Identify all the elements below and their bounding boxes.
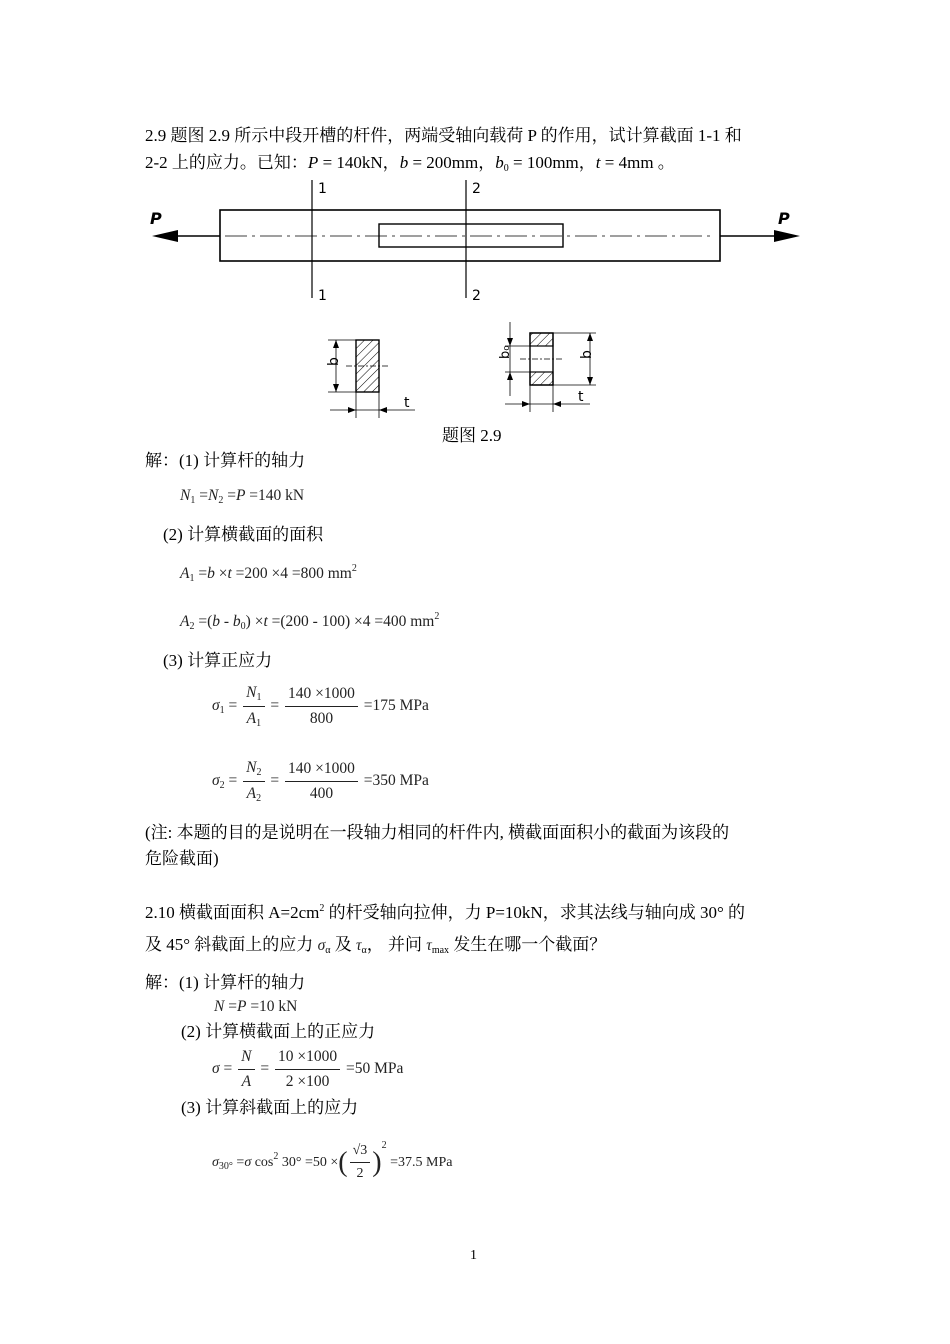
- step-2-normal-stress: (2) 计算横截面上的正应力: [181, 1022, 376, 1041]
- given-b0-val: = 100mm，: [508, 153, 596, 172]
- note-line-2: 危险截面): [145, 849, 219, 868]
- cs2-top-hatch: [530, 333, 553, 346]
- problem-2-9-line-1: 2.9 题图 2.9 所示中段开槽的杆件，两端受轴向载荷 P 的作用，试计算截面 1-1 和: [145, 126, 742, 145]
- eq-axial-force: $N_1 =N_2 =P =140$ kN: [180, 487, 305, 506]
- eq-normal-stress: σ = $\frac{N}{A}$ = $\frac{10 \times 1000}{2 \times 100}$ =50 MPa: [212, 1048, 404, 1090]
- given-t-val: = 4mm 。: [600, 153, 675, 172]
- solution-2-10-header: 解：(1) 计算杆的轴力: [145, 973, 306, 992]
- cs2-bottom-hatch: [530, 372, 553, 385]
- step-3-stress: (3) 计算正应力: [163, 651, 273, 670]
- eq-stress-1: $\sigma_1$ = $\frac{N_1}{A_1}$ = $\frac{140 \times 1000}{800}$ =175 MPa: [212, 684, 429, 729]
- figure-2-9: [0, 0, 950, 440]
- right-load-arrow: [774, 230, 800, 242]
- page-number: 1: [470, 1248, 477, 1263]
- eq-axial-force-2: N =P =10 kN: [214, 998, 298, 1015]
- dim-b0-label: b₀: [498, 345, 513, 359]
- given-prefix: 2-2 上的应力。已知：: [145, 153, 308, 172]
- dim-t-label-2: t: [578, 389, 584, 405]
- problem-2-10-line-2: 及 45° 斜截面上的应力 $\sigma_\alpha$ 及 $\tau_\alpha$， 并问 $\tau_{max}$ 发生在哪一个截面？: [145, 935, 607, 956]
- given-p-var: P: [307, 153, 319, 172]
- step-2-area: (2) 计算横截面的面积: [163, 525, 324, 544]
- given-t-var: t: [595, 153, 601, 172]
- eq-stress-30: $\sigma_{30^\circ} =\sigma$ $\cos^2 30^\circ =50$ ×( $\frac{√3}{2}$ )$^2$ =37.5 MPa: [212, 1140, 453, 1182]
- section-2-top: 2: [472, 181, 481, 197]
- step-3-oblique-stress: (3) 计算斜截面上的应力: [181, 1098, 359, 1117]
- given-p-val: = 140kN，: [318, 153, 400, 172]
- given-b0-var: b: [495, 153, 504, 172]
- problem-2-10-line-1: 2.10 横截面面积 $A=2cm^2$ 的杆受轴向拉伸，力 P=10kN，求其法线与轴向成 30° 的: [145, 903, 746, 922]
- note-line-1: (注: 本题的目的是说明在一段轴力相同的杆件内, 横截面面积小的截面为该段的: [145, 823, 730, 842]
- given-b-var: b: [399, 153, 409, 172]
- load-label-right: P: [778, 209, 790, 228]
- section-1-top: 1: [318, 181, 327, 197]
- dim-b-label: b: [326, 357, 342, 366]
- section-1-bottom: 1: [318, 288, 327, 304]
- eq-area-2: $A_2 =(b - b_0) \times t =(200 - 100) \times 4 =400$ $mm^2$: [180, 611, 440, 632]
- given-b-val: = 200mm，: [408, 153, 496, 172]
- bar-outline: [220, 210, 720, 261]
- load-label-left: P: [150, 209, 162, 228]
- slot-outline: [379, 224, 563, 247]
- eq-stress-2: $\sigma_2$ = $\frac{N_2}{A_2}$ = $\frac{140 \times 1000}{400}$ =350 MPa: [212, 759, 429, 804]
- left-load-arrow: [152, 230, 178, 242]
- given-b0-sub: 0: [503, 163, 509, 174]
- solution-2-9-header: 解：(1) 计算杆的轴力: [145, 451, 306, 470]
- dim-b-label-2: b: [579, 350, 595, 359]
- dim-t-label: t: [404, 395, 410, 411]
- section-2-bottom: 2: [472, 288, 481, 304]
- figure-caption: 题图 2.9: [442, 426, 502, 445]
- eq-area-1: $A_1 =b \times t =200 \times 4 =800$ $mm^2$: [180, 563, 357, 584]
